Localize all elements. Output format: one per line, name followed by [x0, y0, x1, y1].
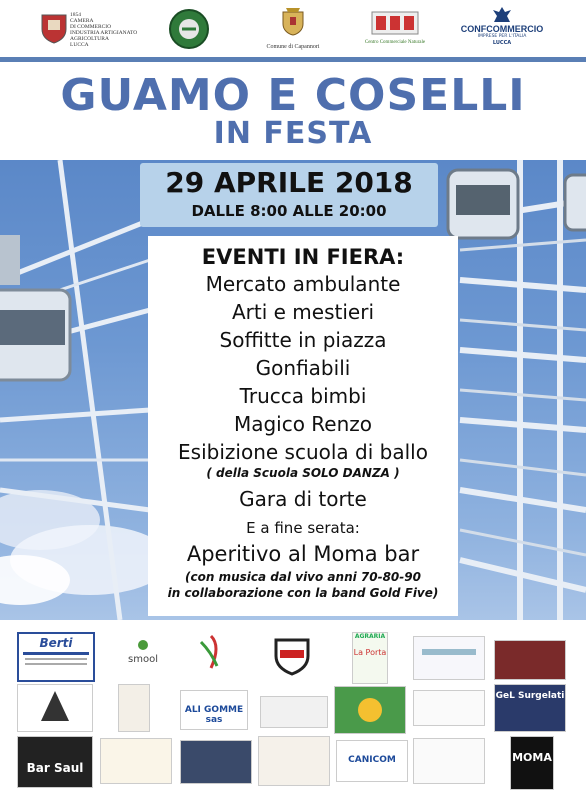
sponsor-smool [118, 638, 168, 672]
sponsor-gel-surgelati [494, 684, 566, 732]
sponsor-dance-logo [186, 632, 236, 678]
logo1-line: DI COMMERCIO [70, 24, 112, 30]
association-seal-icon [168, 8, 210, 50]
confcommercio-logo [454, 6, 550, 54]
sponsor-card-6 [334, 686, 406, 734]
sponsor-moma [510, 736, 554, 790]
ccn-caption: Centro Commerciale Naturale [364, 40, 426, 45]
sponsor-card-1 [413, 636, 485, 680]
event-item: Gonfiabili [255, 356, 351, 380]
aligomme-label: ALI GOMME sas [184, 705, 244, 725]
logo1-line: 1854 [70, 12, 81, 18]
sponsor-card-11 [413, 738, 485, 784]
event-item: Soffitte in piazza [219, 328, 387, 352]
sponsor-canicom [336, 740, 408, 782]
sponsor-card-8 [100, 738, 172, 784]
sponsor-stone-tech [272, 636, 312, 676]
gel-label: GeL Surgelati [495, 691, 565, 701]
events-heading: EVENTI IN FIERA: [201, 245, 405, 269]
sponsor-bar-saul [17, 736, 93, 788]
sponsor-card-9 [180, 740, 252, 784]
sponsor-aligomme [180, 690, 248, 730]
confcommercio-name: CONFCOMMERCIO [460, 24, 544, 34]
agraria-sub: La Porta [353, 648, 387, 657]
shield-icon [272, 636, 312, 676]
comune-caption: Comune di Capannori [266, 44, 320, 50]
dance-school-note: ( della Scuola SOLO DANZA ) [206, 466, 400, 480]
logo1-line: LUCCA [70, 42, 89, 48]
cake-contest: Gara di torte [239, 487, 367, 511]
event-hours: DALLE 8:00 ALLE 20:00 [191, 202, 387, 220]
event-date: 29 APRILE 2018 [165, 166, 413, 199]
agraria-label: AGRARIA [354, 633, 386, 640]
sponsor-card-7 [413, 690, 485, 726]
canicom-label: CANICOM [348, 755, 396, 765]
music-note: (con musica dal vivo anni 70-80-90 [185, 570, 421, 584]
logo1-line: CAMERA [70, 18, 94, 24]
confcommercio-city: LUCCA [492, 40, 512, 46]
evening-label: E a fine serata: [246, 519, 360, 537]
event-item: Esibizione scuola di ballo [178, 440, 428, 464]
ccn-logo [360, 6, 430, 54]
sponsor-card-10 [258, 736, 330, 786]
smool-label: smool [128, 654, 158, 665]
header-divider [0, 57, 586, 62]
aperitivo-event: Aperitivo al Moma bar [186, 542, 420, 566]
music-note: in collaborazione con la band Gold Five) [167, 586, 439, 600]
logo-header [0, 0, 586, 60]
shop-icon [370, 6, 420, 36]
event-item: Trucca bimbi [239, 384, 367, 408]
event-item: Magico Renzo [233, 412, 373, 436]
chamber-of-commerce-logo [40, 12, 145, 48]
sponsor-berti [17, 632, 95, 682]
eagle-icon [492, 6, 512, 24]
moma-label: MOMA [512, 751, 552, 764]
page-subtitle: IN FESTA [213, 116, 373, 151]
dancer-icon [191, 632, 231, 672]
sponsor-agraria [352, 632, 388, 684]
comune-capannori-logo [258, 6, 328, 54]
sponsor-card-3 [17, 684, 93, 732]
logo1-line: INDUSTRIA ARTIGIANATO [70, 30, 138, 36]
fruit-icon [355, 695, 385, 725]
sponsor-card-5 [260, 696, 328, 728]
event-item: Arti e mestieri [231, 300, 374, 324]
berti-label: Berti [39, 636, 73, 650]
smool-dots-icon [136, 638, 150, 652]
logo1-line: AGRICOLTURA [70, 36, 109, 42]
sponsor-card-4 [118, 684, 150, 732]
bar-saul-label: Bar Saul [26, 761, 84, 775]
tree-icon [35, 689, 75, 725]
crest-icon [40, 12, 68, 44]
event-item: Mercato ambulante [205, 272, 401, 296]
sponsor-card-2 [494, 640, 566, 680]
page-title: GUAMO E COSELLI [60, 70, 526, 121]
coat-of-arms-icon [280, 6, 306, 36]
confcommercio-sub: IMPRESE PER L'ITALIA [477, 34, 527, 39]
